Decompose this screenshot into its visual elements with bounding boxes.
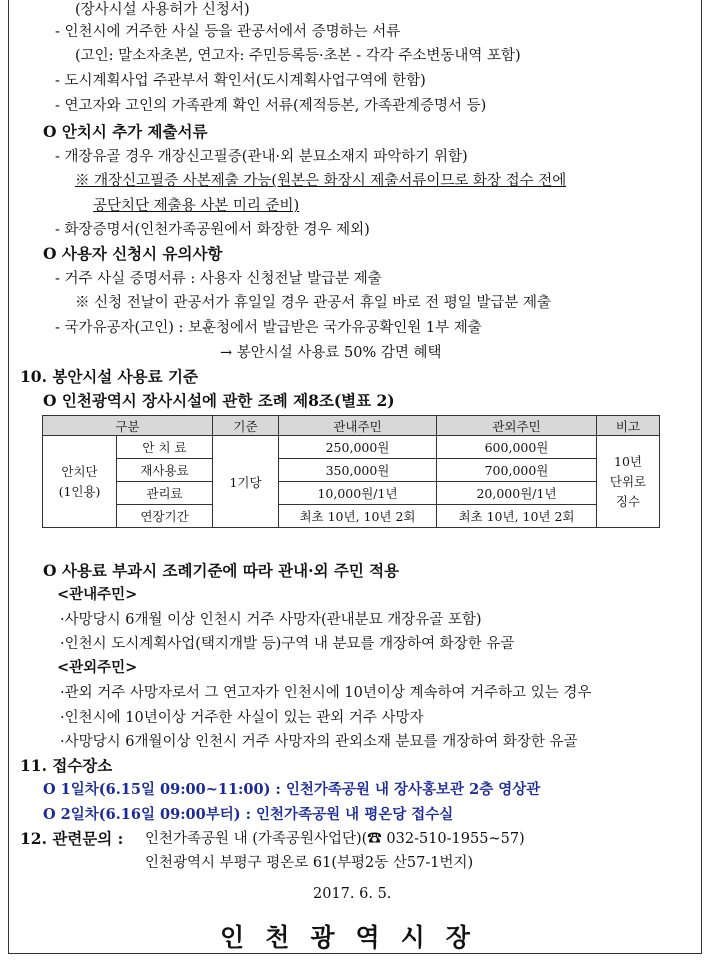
- item-cell: 연장기간: [117, 505, 213, 528]
- inside-cell: 10,000원/1년: [279, 482, 437, 505]
- table-header: 관내주민: [279, 416, 437, 436]
- table-header: 관외주민: [437, 416, 597, 436]
- table-row: [43, 482, 660, 505]
- text-line: → 봉안시설 사용료 50% 감면 혜택: [220, 345, 442, 361]
- reception-day2: O 2일차(6.16일 09:00부터) : 인천가족공원 내 평온당 접수실: [43, 806, 454, 823]
- section-heading: O 사용자 신청시 유의사항: [43, 244, 223, 263]
- table-header: 비고: [597, 416, 660, 436]
- text-line: ·사망당시 6개월 이상 인천시 거주 사망자(관내분묘 개장유골 포함): [60, 612, 482, 628]
- text-line: - 국가유공자(고인) : 보훈청에서 발급받은 국가유공확인원 1부 제출: [55, 320, 482, 336]
- outside-cell: 600,000원: [437, 436, 597, 459]
- table-header-row: [43, 416, 660, 436]
- table-header: 구분: [43, 416, 213, 436]
- text-line: - 거주 사실 증명서류 : 사용자 신청전날 발급분 제출: [55, 271, 382, 287]
- text-line: - 인천시에 거주한 사실 등을 관공서에서 증명하는 서류: [55, 24, 401, 40]
- inside-cell: 250,000원: [279, 436, 437, 459]
- section-heading: O 사용료 부과시 조례기준에 따라 관내·외 주민 적용: [43, 561, 400, 580]
- subheading: <관내주민>: [57, 586, 138, 603]
- text-line: ·사망당시 6개월이상 인천시 거주 사망자의 관외소재 분묘를 개장하여 화장한 유골: [60, 734, 578, 750]
- table-row: [43, 436, 660, 459]
- text-line: 공단치단 제출용 사본 미리 준비): [93, 198, 300, 214]
- text-line: ※ 개장신고필증 사본제출 가능(원본은 화장시 제출서류이므로 화장 접수 전에: [75, 173, 567, 189]
- text-line: ·관외 거주 사망자로서 그 연고자가 인천시에 10년이상 계속하여 거주하고 있는 경우: [60, 685, 592, 701]
- text-line: ※ 신청 전날이 관공서가 휴일일 경우 관공서 휴일 바로 전 평일 발급분 제출: [75, 295, 552, 311]
- item-cell: 재사용료: [117, 459, 213, 482]
- section-heading: O 인천광역시 장사시설에 관한 조례 제8조(별표 2): [43, 391, 395, 410]
- unit-cell: 1기당: [213, 436, 279, 528]
- outside-cell: 최초 10년, 10년 2회: [437, 505, 597, 528]
- subheading: <관외주민>: [57, 659, 138, 676]
- document-date: 2017. 6. 5.: [313, 886, 392, 902]
- item-cell: 안 치 료: [117, 436, 213, 459]
- outside-cell: 20,000원/1년: [437, 482, 597, 505]
- table-header: 기준: [213, 416, 279, 436]
- note-cell: 10년 단위로 징수: [597, 436, 660, 528]
- table-row: [43, 459, 660, 482]
- section-heading: O 안치시 추가 제출서류: [43, 122, 208, 141]
- section-title: 12. 관련문의 :: [20, 829, 124, 848]
- fee-table: [42, 415, 660, 528]
- text-line: - 개장유골 경우 개장신고필증(관내·외 분묘소재지 파악하기 위함): [55, 149, 468, 165]
- reception-day1: O 1일차(6.15일 09:00~11:00) : 인천가족공원 내 장사홍보관 2층 영상관: [43, 781, 541, 798]
- text-line: (고인: 말소자초본, 연고자: 주민등록등·초본 - 각각 주소변동내역 포함): [75, 48, 521, 64]
- section-title: 11. 접수장소: [20, 756, 113, 775]
- address-line: 인천광역시 부평구 평온로 61(부평2동 산57-1번지): [145, 855, 474, 871]
- contact-line: 인천가족공원 내 (가족공원사업단)(☎ 032-510-1955~57): [145, 831, 525, 847]
- inside-cell: 최초 10년, 10년 2회: [279, 505, 437, 528]
- issuer-signature: 인천광역시장: [220, 923, 491, 952]
- inside-cell: 350,000원: [279, 459, 437, 482]
- section-title: 10. 봉안시설 사용료 기준: [20, 367, 198, 386]
- item-cell: 관리료: [117, 482, 213, 505]
- table-row: [43, 505, 660, 528]
- text-line: - 화장증명서(인천가족공원에서 화장한 경우 제외): [55, 222, 370, 238]
- outside-cell: 700,000원: [437, 459, 597, 482]
- group-cell: 안치단 (1인용): [43, 436, 117, 528]
- text-line: ·인천시 도시계획사업(택지개발 등)구역 내 분묘를 개장하여 화장한 유골: [60, 636, 515, 652]
- text-line: - 도시계획사업 주관부서 확인서(도시계획사업구역에 한함): [55, 73, 426, 89]
- text-line: (장사시설 사용허가 신청서): [75, 2, 250, 18]
- text-line: ·인천시에 10년이상 거주한 사실이 있는 관외 거주 사망자: [60, 710, 424, 726]
- text-line: - 연고자와 고인의 가족관계 확인 서류(제적등본, 가족관계증명서 등): [55, 98, 487, 114]
